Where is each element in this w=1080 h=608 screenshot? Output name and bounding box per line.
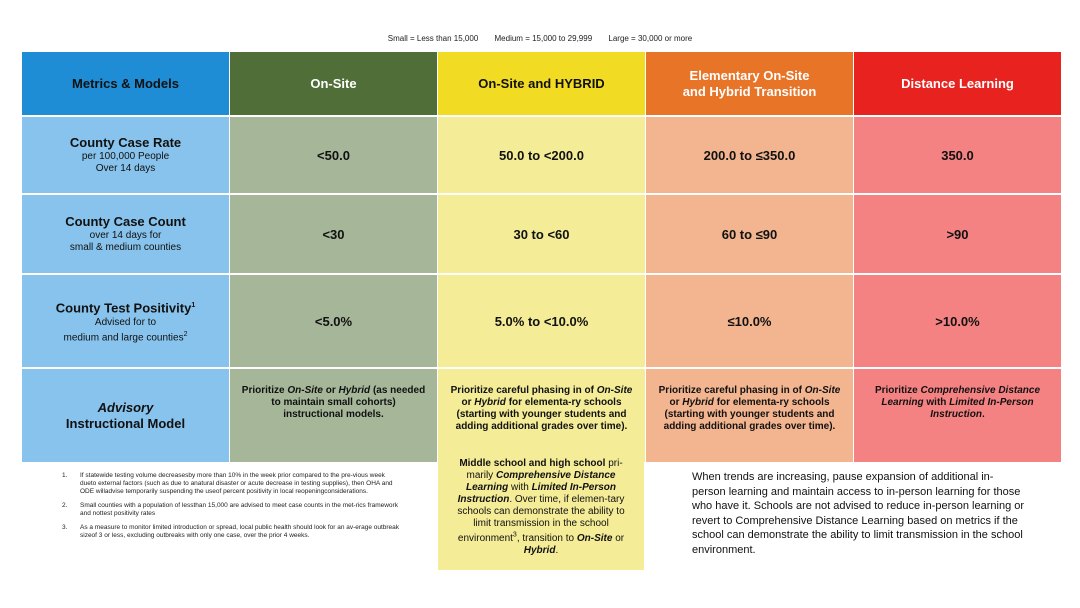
positivity-hybrid: 5.0% to <10.0% [438, 275, 645, 367]
positivity-onsite: <5.0% [230, 275, 437, 367]
case-rate-hybrid: 50.0 to <200.0 [438, 117, 645, 193]
case-count-hybrid: 30 to <60 [438, 195, 645, 273]
size-legend [0, 34, 1080, 43]
metric-case-rate: County Case Rate per 100,000 People Over 14 days [22, 117, 229, 193]
header-distance: Distance Learning [854, 52, 1061, 115]
legend-large: Large = 30,000 or more [608, 34, 693, 43]
advisory-onsite: Prioritize On-Site or Hybrid (as needed to maintain small cohorts) instructional models. [230, 369, 437, 462]
header-elementary: Elementary On-Site and Hybrid Transition [646, 52, 853, 115]
legend-medium: Medium = 15,000 to 29,999 [494, 34, 593, 43]
case-rate-distance: 350.0 [854, 117, 1061, 193]
case-count-elementary: 60 to ≤90 [646, 195, 853, 273]
case-count-distance: >90 [854, 195, 1061, 273]
footnote: 1. If statewide testing volume decreasesby more than 10% in the week prior compared to the pre-vious week dueto external factors (such as due to anatural disaster or acute decrease in testing supplies), then OHA and ODE willadvise temporarily suspending the useof percent positivity in local reopeningconsiderations. [62, 472, 393, 495]
case-rate-elementary: 200.0 to ≤350.0 [646, 117, 853, 193]
header-hybrid: On-Site and HYBRID [438, 52, 645, 115]
case-count-onsite: <30 [230, 195, 437, 273]
positivity-distance: >10.0% [854, 275, 1061, 367]
metric-case-count: County Case Count over 14 days for small & medium counties [22, 195, 229, 273]
header-metrics: Metrics & Models [22, 52, 229, 115]
case-rate-onsite: <50.0 [230, 117, 437, 193]
advisory-elementary: Prioritize careful phasing in of On-Site or Hybrid for elementa-ry schools (starting with younger students and adding additional grades over time). [646, 369, 853, 462]
footnotes [62, 472, 402, 546]
header-onsite: On-Site [230, 52, 437, 115]
positivity-elementary: ≤10.0% [646, 275, 853, 367]
advisory-hybrid: Prioritize careful phasing in of On-Site or Hybrid for elementa-ry schools (starting with younger students and adding additional grades over time). [438, 369, 645, 462]
metrics-table [22, 52, 1059, 458]
footnote: 3. As a measure to monitor limited introduction or spread, local public health should look for an av-erage outbreak sizeof 3 or less, excluding outbreaks with only one case, over the prior 4 weeks. [62, 524, 400, 539]
trend-note: When trends are increasing, pause expansion of additional in-person learning and maintain access to in-person learning for those who have it. Schools are not advised to reduce in-person learning or revert to Comprehensive Distance Learning based on metrics if the school can demonstrate the ability to limit transmission in the school environment. [692, 471, 1025, 556]
advisory-hybrid-secondary: Middle school and high school pri-marily Comprehensive Distance Learning with Limited In-Person Instruction. Over time, if elemen-tary schools can demonstrate the ability to limit transmission in the school environment$^3$, transition to On-Site or Hybrid. [438, 458, 644, 570]
legend-small: Small = Less than 15,000 [387, 34, 479, 43]
metric-test-positivity: County Test Positivity$^1$ Advised for to medium and large counties$^2$ [22, 275, 229, 367]
footnote: 2. Small counties with a population of lessthan 15,000 are advised to meet case counts in the met-rics framework and nottest positivity rates [62, 502, 398, 517]
advisory-distance: Prioritize Comprehensive Distance Learning with Limited In-Person Instruction. [854, 369, 1061, 462]
metric-advisory-model: Advisory Instructional Model [22, 369, 229, 462]
